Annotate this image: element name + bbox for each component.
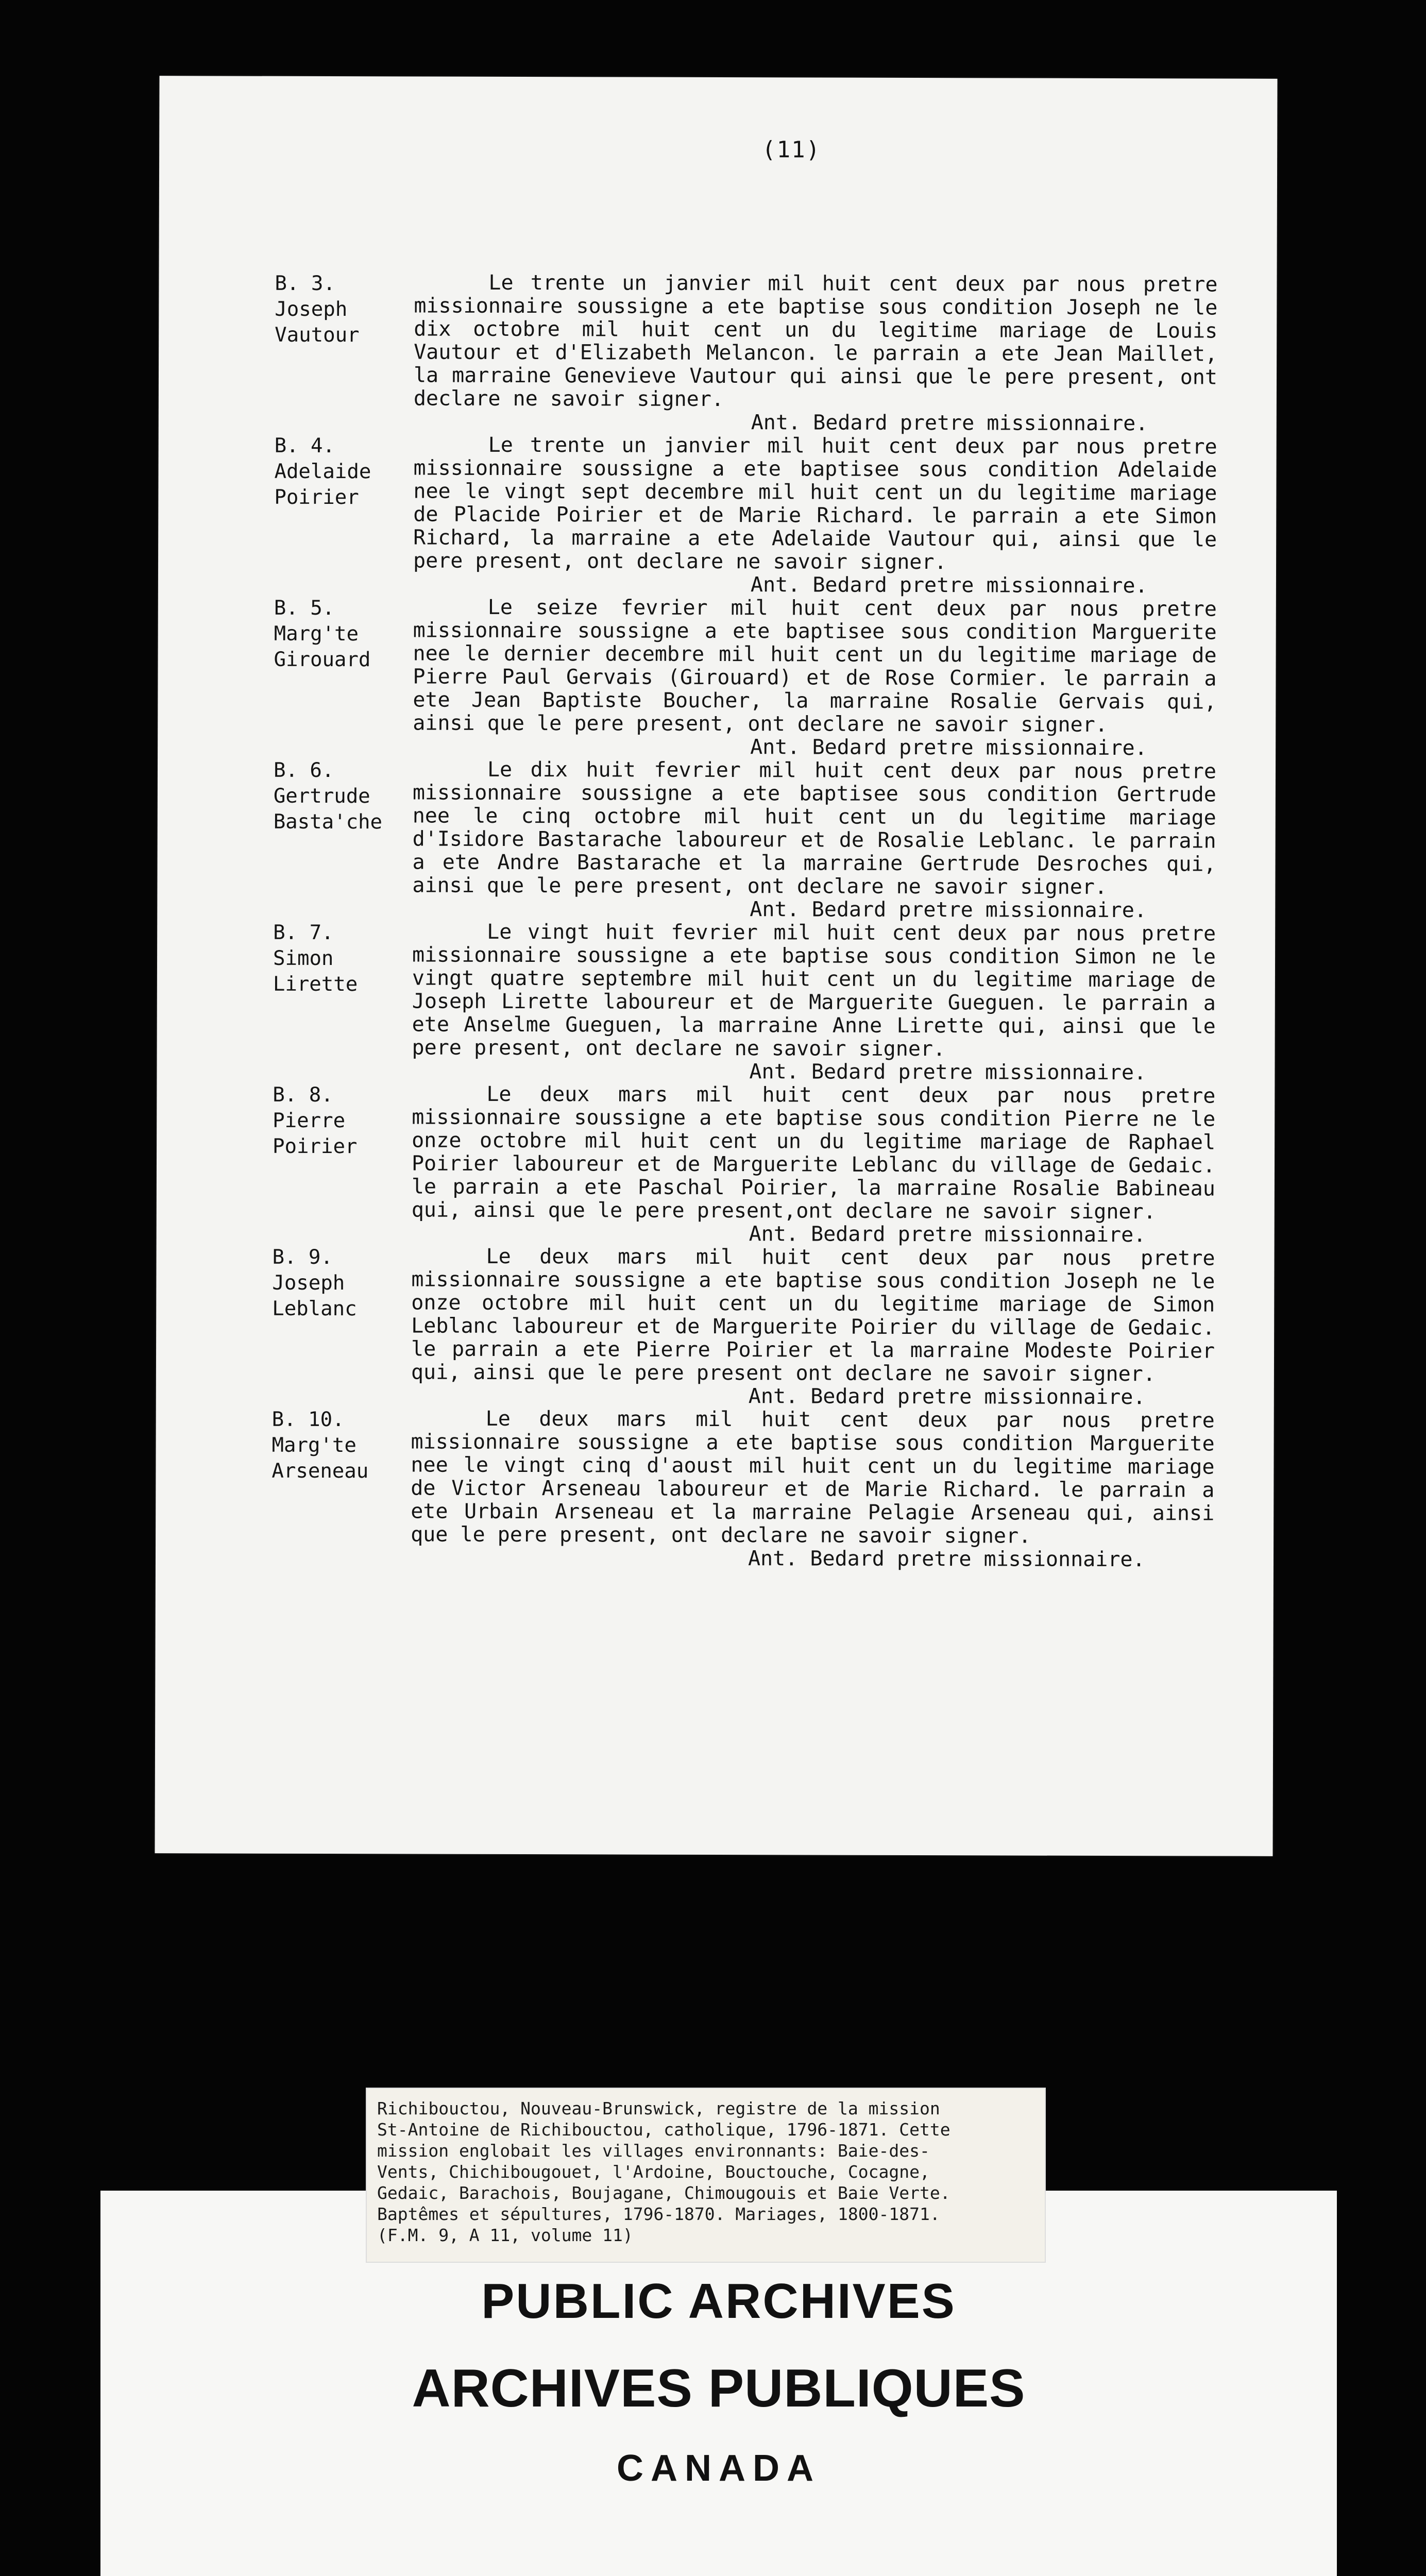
entry-body	[412, 1082, 1216, 1224]
entry-margin	[274, 758, 392, 836]
entry-ref: B. 8.	[273, 1083, 333, 1107]
entry-body	[412, 920, 1216, 1061]
archives-title-french: ARCHIVES PUBLIQUES	[412, 2359, 1026, 2418]
baptism-entry	[158, 433, 1277, 598]
entry-signature: Ant. Bedard pretre missionnaire.	[750, 735, 1147, 760]
entry-signature: Ant. Bedard pretre missionnaire.	[749, 1222, 1146, 1247]
baptism-entry	[157, 1082, 1275, 1247]
label-line: Vents, Chichibougouet, l'Ardoine, Bouctouche, Cocagne,	[377, 2162, 930, 2182]
entry-signature: Ant. Bedard pretre missionnaire.	[749, 1060, 1147, 1085]
entry-signature: Ant. Bedard pretre missionnaire.	[748, 1547, 1145, 1572]
entry-person-name: Joseph Vautour	[275, 297, 360, 347]
entry-text: Le trente un janvier mil huit cent deux par nous pretre missionnaire soussigne a ete baptise sous condition Joseph ne le dix octobre mil huit cent un du legitime mariage de Louis Vautour et d'Elizabeth Melancon. le parrain a ete Jean Maillet, la marraine Genevieve Vautour qui ainsi que le pere present, ont declare ne savoir signer.	[413, 270, 1218, 412]
entry-text: Le seize fevrier mil huit cent deux par nous pretre missionnaire soussigne a ete baptisee sous condition Marguerite nee le dernier decembre mil huit cent un du legitime mariage de Pierre Paul Gervais (Girouard) et de Rose Cormier. le parrain a ete Jean Baptiste Boucher, la marraine Rosalie Gervais qui, ainsi que le pere present, ont declare ne savoir signer.	[413, 595, 1217, 737]
entry-ref: B. 4.	[274, 434, 335, 458]
entry-margin	[274, 596, 392, 673]
entry-margin	[272, 1245, 391, 1323]
entry-ref: B. 10.	[271, 1408, 345, 1432]
entry-body	[411, 1407, 1215, 1548]
baptism-entry	[156, 1406, 1274, 1572]
baptism-entry	[158, 595, 1276, 760]
entry-person-name: Marg'te Arseneau	[271, 1433, 369, 1483]
entry-person-name: Joseph Leblanc	[272, 1271, 357, 1321]
entry-ref: B. 7.	[273, 921, 334, 945]
entry-text: Le dix huit fevrier mil huit cent deux par nous pretre missionnaire soussigne a ete baptisee sous condition Gertrude nee le cinq octobre mil huit cent un du legitime mariage d'Isidore Bastarache laboureur et de Rosalie Leblanc. le parrain a ete Andre Bastarache et la marraine Gertrude Desroches qui, ainsi que le pere present, ont declare ne savoir signer.	[412, 757, 1217, 899]
baptism-entry	[156, 1244, 1275, 1410]
entry-signature: Ant. Bedard pretre missionnaire.	[751, 411, 1148, 436]
entry-margin	[274, 433, 393, 511]
entry-margin	[271, 1407, 390, 1485]
entry-text: Le trente un janvier mil huit cent deux par nous pretre missionnaire soussigne a ete baptisee sous condition Adelaide nee le vingt sept decembre mil huit cent un du legitime mariage de Placide Poirier et de Marie Richard. le parrain a ete Simon Richard, la marraine a ete Adelaide Vautour qui, ainsi que le pere present, ont declare ne savoir signer.	[413, 433, 1217, 574]
entry-person-name: Pierre Poirier	[273, 1109, 358, 1159]
collection-label	[366, 2088, 1046, 2263]
entry-signature: Ant. Bedard pretre missionnaire.	[748, 1384, 1146, 1410]
entry-signature: Ant. Bedard pretre missionnaire.	[750, 573, 1148, 598]
label-line: St-Antoine de Richibouctou, catholique, 1796-1871. Cette	[377, 2120, 950, 2140]
entry-text: Le vingt huit fevrier mil huit cent deux par nous pretre missionnaire soussigne a ete baptise sous condition Simon ne le vingt quatre septembre mil huit cent un du legitime mariage de Joseph Lirette laboureur et de Marguerite Gueguen. le parrain a ete Anselme Gueguen, la marraine Anne Lirette qui, ainsi que le pere present, ont declare ne savoir signer.	[412, 920, 1216, 1061]
baptism-entry	[157, 920, 1275, 1085]
entry-body	[411, 1245, 1215, 1386]
entry-text: Le deux mars mil huit cent deux par nous pretre missionnaire soussigne a ete baptise sous condition Pierre ne le onze octobre mil huit cent un du legitime mariage de Raphael Poirier laboureur et de Marguerite Leblanc du village de Gedaic. le parrain a ete Paschal Poirier, la marraine Rosalie Babineau qui, ainsi que le pere present,ont declare ne savoir signer.	[411, 1082, 1216, 1224]
entry-person-name: Marg'te Girouard	[274, 622, 371, 672]
entry-ref: B. 9.	[272, 1245, 333, 1269]
baptism-entries	[156, 270, 1277, 1572]
label-line: Baptêmes et sépultures, 1796-1870. Mariages, 1800-1871.	[377, 2204, 940, 2224]
page-number: (11)	[762, 137, 821, 163]
entry-body	[414, 271, 1218, 412]
entry-body	[413, 596, 1217, 737]
entry-signature: Ant. Bedard pretre missionnaire.	[750, 897, 1147, 923]
archives-country: CANADA	[617, 2448, 821, 2489]
label-line: mission englobait les villages environnants: Baie-des-	[377, 2141, 930, 2161]
label-line: Gedaic, Barachois, Boujagane, Chimougouis et Baie Verte.	[377, 2183, 950, 2203]
entry-margin	[273, 1082, 391, 1160]
entry-person-name: Adelaide Poirier	[274, 460, 371, 510]
label-line: (F.M. 9, A 11, volume 11)	[377, 2225, 633, 2245]
entry-text: Le deux mars mil huit cent deux par nous pretre missionnaire soussigne a ete baptise sous condition Marguerite nee le vingt cinq d'aoust mil huit cent un du legitime mariage de Victor Arseneau laboureur et de Marie Richard. le parrain a ete Urbain Arseneau et la marraine Pelagie Arseneau qui, ainsi que le pere present, ont declare ne savoir signer.	[411, 1406, 1215, 1548]
entry-text: Le deux mars mil huit cent deux par nous pretre missionnaire soussigne a ete baptise sous condition Joseph ne le onze octobre mil huit cent un du legitime mariage de Simon Leblanc laboureur et de Marguerite Poirier du village de Gedaic. le parrain a ete Pierre Poirier et la marraine Modeste Poirier qui, ainsi que le pere present ont declare ne savoir signer.	[411, 1244, 1215, 1386]
entry-ref: B. 6.	[273, 758, 334, 783]
register-page	[155, 76, 1277, 1856]
baptism-entry	[159, 270, 1277, 436]
archives-title-english: PUBLIC ARCHIVES	[481, 2274, 956, 2329]
entry-person-name: Simon Lirette	[273, 946, 358, 996]
entry-person-name: Gertrude Basta'che	[273, 784, 383, 834]
entry-margin	[273, 920, 392, 998]
entry-body	[413, 433, 1217, 574]
entry-ref: B. 3.	[275, 272, 335, 296]
baptism-entry	[157, 757, 1276, 923]
entry-body	[412, 758, 1216, 899]
entry-ref: B. 5.	[274, 596, 335, 620]
entry-margin	[275, 271, 393, 349]
label-line: Richibouctou, Nouveau-Brunswick, registre de la mission	[377, 2098, 940, 2119]
